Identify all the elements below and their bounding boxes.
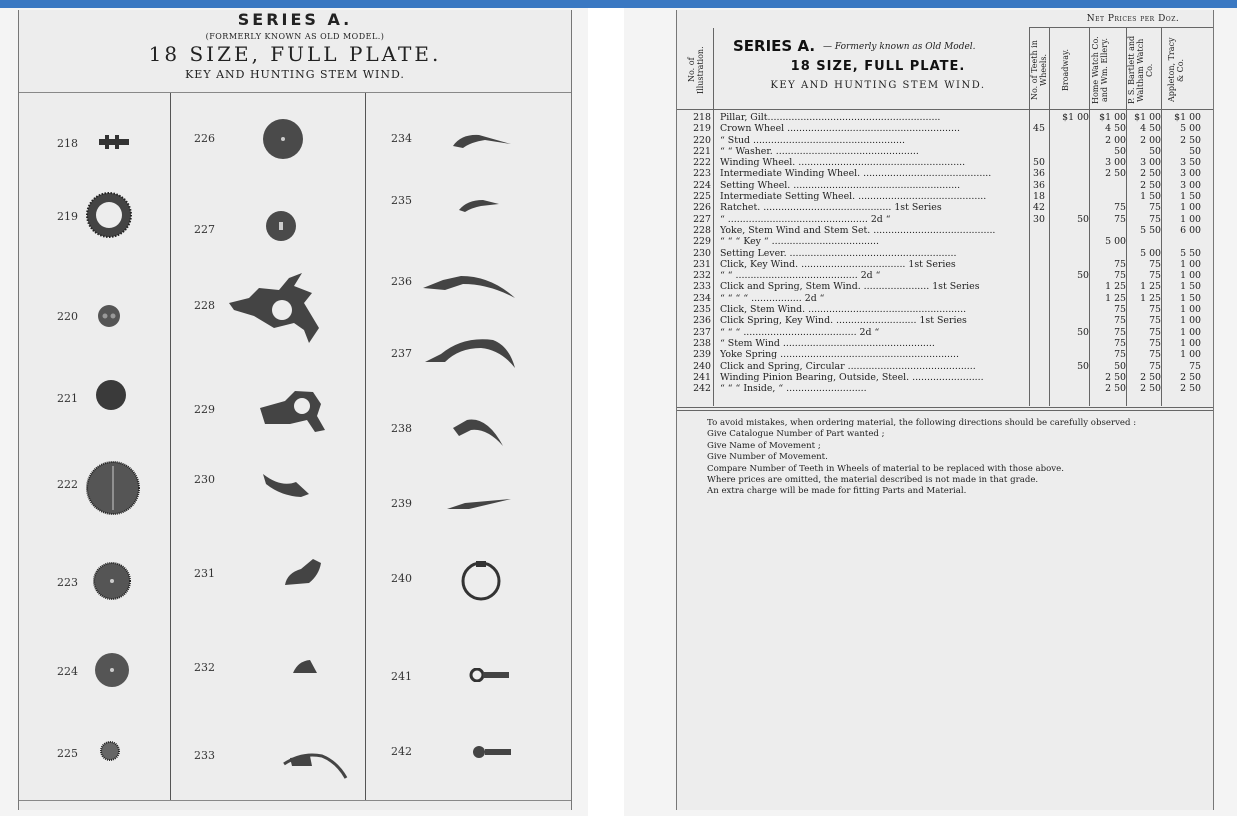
table-row bbox=[677, 123, 1213, 134]
row-number: 224 bbox=[693, 179, 711, 191]
table-row bbox=[677, 281, 1213, 292]
table-bottom-rule bbox=[677, 410, 1213, 411]
row-price-appleton: 50 bbox=[1189, 145, 1201, 157]
row-part-name: Winding Wheel. ........................................................ bbox=[720, 157, 966, 169]
row-price-appleton: 1 00 bbox=[1180, 270, 1201, 282]
part-number-label: 238 bbox=[391, 422, 412, 435]
part-number-label: 226 bbox=[194, 132, 215, 145]
table-row bbox=[677, 146, 1213, 157]
row-teeth: 45 bbox=[1033, 123, 1045, 135]
page-gutter bbox=[588, 8, 624, 816]
row-part-name: “ “ “ “ ................. 2d “ bbox=[720, 292, 825, 304]
row-price-broadway: 50 bbox=[1077, 270, 1089, 282]
column-divider bbox=[365, 93, 366, 800]
row-part-name: Intermediate Setting Wheel. ........................................... bbox=[720, 191, 987, 203]
row-price-broadway: 50 bbox=[1077, 360, 1089, 372]
row-part-name: “ Stud ................................................... bbox=[720, 134, 905, 146]
row-price-appleton: 1 00 bbox=[1180, 258, 1201, 270]
directions-line: To avoid mistakes, when ordering material, the following directions should be carefully observed : bbox=[707, 418, 1137, 428]
row-price-home: $1 00 bbox=[1099, 112, 1126, 123]
wheel-part-image bbox=[93, 562, 131, 600]
row-part-name: Click and Spring, Circular ........................................... bbox=[720, 360, 976, 372]
click-spring-image bbox=[421, 266, 517, 302]
illustration-column-header: No. of Illustration. bbox=[687, 46, 705, 94]
net-prices-header: Net Prices per Doz. bbox=[1086, 14, 1180, 24]
row-part-name: Pillar, Gilt.......................................................... bbox=[720, 112, 941, 123]
row-number: 219 bbox=[693, 123, 711, 135]
row-part-name: Setting Wheel. ........................................................ bbox=[720, 179, 961, 191]
row-part-name: Intermediate Winding Wheel. ........................................... bbox=[720, 168, 992, 180]
right-formerly-note: — Formerly known as Old Model. bbox=[823, 42, 976, 52]
row-part-name: Setting Lever. ........................................................ bbox=[720, 247, 957, 259]
row-price-bartlett: 2 50 bbox=[1140, 383, 1161, 395]
directions-line: Give Number of Movement. bbox=[707, 452, 828, 463]
appleton-column-header: Appleton, Tracy & Co. bbox=[1167, 37, 1185, 103]
row-price-appleton: 3 50 bbox=[1180, 157, 1201, 169]
table-row bbox=[677, 157, 1213, 168]
broadway-column-header: Broadway. bbox=[1061, 48, 1070, 92]
column-divider bbox=[170, 93, 171, 800]
part-number-label: 234 bbox=[391, 132, 412, 145]
table-row bbox=[677, 372, 1213, 383]
row-price-bartlett: $1 00 bbox=[1134, 112, 1161, 123]
row-price-appleton: 5 50 bbox=[1180, 247, 1201, 259]
row-price-home: 75 bbox=[1114, 202, 1126, 214]
table-row bbox=[677, 304, 1213, 315]
row-part-name: Winding Pinion Bearing, Outside, Steel. ........................ bbox=[720, 371, 984, 383]
row-number: 232 bbox=[693, 270, 711, 282]
part-number-label: 232 bbox=[194, 661, 215, 674]
row-price-appleton: 3 00 bbox=[1180, 168, 1201, 180]
row-price-appleton: 75 bbox=[1189, 360, 1201, 372]
row-number: 222 bbox=[693, 157, 711, 169]
row-price-bartlett: 75 bbox=[1149, 258, 1161, 270]
table-row bbox=[677, 315, 1213, 326]
row-price-home: 4 50 bbox=[1105, 123, 1126, 135]
row-number: 229 bbox=[693, 236, 711, 248]
row-price-home: 50 bbox=[1114, 360, 1126, 372]
table-row bbox=[677, 259, 1213, 270]
row-price-bartlett: 75 bbox=[1149, 337, 1161, 349]
row-price-home: 2 00 bbox=[1105, 134, 1126, 146]
row-number: 221 bbox=[693, 145, 711, 157]
part-number-label: 242 bbox=[391, 745, 412, 758]
right-page bbox=[676, 10, 1214, 810]
row-price-home: 75 bbox=[1114, 213, 1126, 225]
row-price-bartlett: 75 bbox=[1149, 202, 1161, 214]
left-wind-subtitle: KEY AND HUNTING STEM WIND. bbox=[185, 68, 405, 81]
row-price-home: 3 00 bbox=[1105, 157, 1126, 169]
row-price-home: 5 00 bbox=[1105, 236, 1126, 248]
click-spring-image bbox=[282, 744, 348, 780]
yoke-spring-image bbox=[445, 495, 513, 515]
row-number: 218 bbox=[693, 112, 711, 123]
row-price-bartlett: 75 bbox=[1149, 360, 1161, 372]
row-teeth: 36 bbox=[1033, 168, 1045, 180]
row-part-name: “ “ ......................................... 2d “ bbox=[720, 270, 881, 282]
row-teeth: 50 bbox=[1033, 157, 1045, 169]
setting-lever-image bbox=[245, 386, 325, 436]
row-price-appleton: 1 00 bbox=[1180, 349, 1201, 361]
row-number: 233 bbox=[693, 281, 711, 293]
part-number-label: 225 bbox=[57, 747, 78, 760]
row-price-bartlett: 1 25 bbox=[1140, 292, 1161, 304]
row-number: 223 bbox=[693, 168, 711, 180]
click-part-image bbox=[290, 657, 320, 677]
row-price-bartlett: 75 bbox=[1149, 326, 1161, 338]
row-part-name: Yoke, Stem Wind and Stem Set. ......................................... bbox=[720, 224, 996, 236]
directions-line: An extra charge will be made for fitting Parts and Material. bbox=[707, 486, 967, 497]
row-price-appleton: 1 00 bbox=[1180, 213, 1201, 225]
row-part-name: Ratchet. ........................................... 1st Series bbox=[720, 202, 942, 214]
directions-line: Compare Number of Teeth in Wheels of material to be replaced with those above. bbox=[707, 463, 1064, 474]
table-row bbox=[677, 225, 1213, 236]
row-price-home: 75 bbox=[1114, 258, 1126, 270]
right-wind-subtitle: KEY AND HUNTING STEM WIND. bbox=[770, 80, 986, 91]
row-part-name: Crown Wheel .......................................................... bbox=[720, 123, 960, 135]
table-row bbox=[677, 349, 1213, 360]
part-number-label: 230 bbox=[194, 473, 215, 486]
part-number-label: 224 bbox=[57, 665, 78, 678]
table-row bbox=[677, 180, 1213, 191]
row-price-home: 75 bbox=[1114, 337, 1126, 349]
click-spring-image bbox=[423, 330, 517, 372]
header-rule bbox=[1029, 27, 1213, 28]
left-page bbox=[18, 10, 572, 810]
row-price-appleton: 1 00 bbox=[1180, 304, 1201, 316]
table-header-rule bbox=[677, 109, 1213, 110]
bartlett-column-header: P. S. Bartlett and Waltham Watch Co. bbox=[1127, 35, 1154, 105]
click-part-image bbox=[261, 468, 311, 498]
part-number-label: 231 bbox=[194, 567, 215, 580]
row-number: 235 bbox=[693, 304, 711, 316]
row-teeth: 36 bbox=[1033, 179, 1045, 191]
pinion-bearing-image bbox=[469, 668, 511, 682]
table-row bbox=[677, 112, 1213, 123]
table-row bbox=[677, 383, 1213, 394]
part-number-label: 236 bbox=[391, 275, 412, 288]
row-number: 227 bbox=[693, 213, 711, 225]
row-price-appleton: 2 50 bbox=[1180, 371, 1201, 383]
row-price-home: 75 bbox=[1114, 326, 1126, 338]
row-price-bartlett: 75 bbox=[1149, 304, 1161, 316]
row-price-bartlett: 5 00 bbox=[1140, 247, 1161, 259]
part-number-label: 221 bbox=[57, 392, 78, 405]
row-price-bartlett: 2 50 bbox=[1140, 371, 1161, 383]
click-spring-image bbox=[451, 410, 507, 450]
row-price-home: 1 25 bbox=[1105, 292, 1126, 304]
table-row bbox=[677, 293, 1213, 304]
part-number-label: 237 bbox=[391, 347, 412, 360]
part-number-label: 228 bbox=[194, 299, 215, 312]
row-teeth: 18 bbox=[1033, 191, 1045, 203]
row-price-bartlett: 2 50 bbox=[1140, 168, 1161, 180]
row-number: 242 bbox=[693, 383, 711, 395]
pinion-part-image bbox=[100, 741, 120, 761]
row-number: 239 bbox=[693, 349, 711, 361]
stud-part-image bbox=[97, 134, 131, 150]
yoke-part-image bbox=[224, 268, 324, 348]
ratchet-image bbox=[262, 118, 304, 160]
directions-line: Give Catalogue Number of Part wanted ; bbox=[707, 429, 885, 440]
table-row bbox=[677, 236, 1213, 247]
part-number-label: 227 bbox=[194, 223, 215, 236]
viewer-top-bar bbox=[0, 0, 1237, 8]
row-part-name: Yoke Spring ............................................................ bbox=[720, 349, 959, 361]
ordering-directions bbox=[707, 418, 1187, 498]
table-row bbox=[677, 135, 1213, 146]
row-part-name: Click, Stem Wind. ..................................................... bbox=[720, 304, 967, 316]
row-price-home: 75 bbox=[1114, 270, 1126, 282]
row-price-bartlett: 5 50 bbox=[1140, 224, 1161, 236]
row-price-home: 75 bbox=[1114, 315, 1126, 327]
row-part-name: Click, Key Wind. ................................... 1st Series bbox=[720, 258, 956, 270]
ratchet-image bbox=[265, 210, 297, 242]
home-watch-column-header: Home Watch Co. and Wm. Ellery. bbox=[1091, 36, 1109, 104]
wheel-part-image bbox=[94, 652, 130, 688]
row-teeth: 30 bbox=[1033, 213, 1045, 225]
row-price-appleton: 2 50 bbox=[1180, 383, 1201, 395]
row-part-name: “ “ “ ...................................... 2d “ bbox=[720, 326, 880, 338]
row-price-home: 2 50 bbox=[1105, 168, 1126, 180]
row-price-appleton: 5 00 bbox=[1180, 123, 1201, 135]
winding-wheel-image bbox=[86, 461, 140, 515]
row-price-bartlett: 4 50 bbox=[1140, 123, 1161, 135]
wheel-part-image bbox=[95, 379, 127, 411]
row-number: 236 bbox=[693, 315, 711, 327]
part-number-label: 233 bbox=[194, 749, 215, 762]
row-number: 230 bbox=[693, 247, 711, 259]
pinion-bearing-image bbox=[471, 744, 513, 760]
row-price-appleton: 1 50 bbox=[1180, 191, 1201, 203]
row-number: 220 bbox=[693, 134, 711, 146]
table-row bbox=[677, 191, 1213, 202]
row-price-home: 2 50 bbox=[1105, 383, 1126, 395]
row-price-home: 75 bbox=[1114, 349, 1126, 361]
row-part-name: “ Stem Wind ................................................... bbox=[720, 337, 935, 349]
price-table-rows bbox=[677, 112, 1213, 394]
row-price-broadway: 50 bbox=[1077, 213, 1089, 225]
row-part-name: “ “ “ Inside, “ ........................... bbox=[720, 383, 867, 395]
row-price-bartlett: 2 50 bbox=[1140, 179, 1161, 191]
row-price-appleton: 1 50 bbox=[1180, 292, 1201, 304]
row-price-appleton: 1 00 bbox=[1180, 337, 1201, 349]
table-row bbox=[677, 168, 1213, 179]
part-number-label: 240 bbox=[391, 572, 412, 585]
part-number-label: 235 bbox=[391, 194, 412, 207]
row-price-appleton: 6 00 bbox=[1180, 224, 1201, 236]
row-part-name: “ “ “ Key “ .................................... bbox=[720, 236, 879, 248]
directions-line: Give Name of Movement ; bbox=[707, 440, 821, 451]
left-size-title: 18 SIZE, FULL PLATE. bbox=[148, 42, 442, 66]
row-price-appleton: 1 00 bbox=[1180, 326, 1201, 338]
row-price-bartlett: 50 bbox=[1149, 145, 1161, 157]
row-price-appleton: 3 00 bbox=[1180, 179, 1201, 191]
row-price-bartlett: 1 25 bbox=[1140, 281, 1161, 293]
row-price-broadway: 50 bbox=[1077, 326, 1089, 338]
row-price-bartlett: 75 bbox=[1149, 349, 1161, 361]
row-number: 234 bbox=[693, 292, 711, 304]
click-part-image bbox=[281, 557, 327, 589]
table-row bbox=[677, 270, 1213, 281]
row-price-appleton: 1 50 bbox=[1180, 281, 1201, 293]
row-price-home: 1 25 bbox=[1105, 281, 1126, 293]
row-price-bartlett: 75 bbox=[1149, 270, 1161, 282]
directions-line: Where prices are omitted, the material described is not made in that grade. bbox=[707, 475, 1039, 486]
table-row bbox=[677, 214, 1213, 225]
part-number-label: 222 bbox=[57, 478, 78, 491]
footer-rule bbox=[19, 800, 571, 801]
table-bottom-rule bbox=[677, 407, 1213, 408]
table-row bbox=[677, 338, 1213, 349]
row-number: 238 bbox=[693, 337, 711, 349]
row-price-appleton: 2 50 bbox=[1180, 134, 1201, 146]
row-price-home: 2 50 bbox=[1105, 371, 1126, 383]
teeth-column-header: No. of Teeth in Wheels. bbox=[1030, 40, 1048, 100]
left-series-title: SERIES A. bbox=[237, 10, 353, 29]
part-number-label: 241 bbox=[391, 670, 412, 683]
row-price-home: 50 bbox=[1114, 145, 1126, 157]
row-part-name: “ “ Washer. ................................................ bbox=[720, 145, 919, 157]
part-number-label: 239 bbox=[391, 497, 412, 510]
header-rule bbox=[19, 92, 571, 93]
table-row bbox=[677, 202, 1213, 213]
click-part-image bbox=[451, 130, 513, 150]
row-price-bartlett: 1 50 bbox=[1140, 191, 1161, 203]
row-number: 225 bbox=[693, 191, 711, 203]
row-price-appleton: 1 00 bbox=[1180, 315, 1201, 327]
part-number-label: 219 bbox=[57, 210, 78, 223]
part-number-label: 220 bbox=[57, 310, 78, 323]
row-number: 231 bbox=[693, 258, 711, 270]
table-row bbox=[677, 327, 1213, 338]
right-size-title: 18 SIZE, FULL PLATE. bbox=[790, 59, 966, 74]
table-row bbox=[677, 361, 1213, 372]
row-price-bartlett: 2 00 bbox=[1140, 134, 1161, 146]
row-part-name: Click Spring, Key Wind. ........................... 1st Series bbox=[720, 315, 967, 327]
circular-spring-image bbox=[458, 558, 504, 604]
right-series-title: SERIES A. bbox=[733, 37, 816, 55]
part-number-label: 218 bbox=[57, 137, 78, 150]
row-price-appleton: $1 00 bbox=[1174, 112, 1201, 123]
part-number-label: 229 bbox=[194, 403, 215, 416]
table-row bbox=[677, 248, 1213, 259]
row-number: 241 bbox=[693, 371, 711, 383]
row-price-appleton: 1 00 bbox=[1180, 202, 1201, 214]
row-teeth: 42 bbox=[1033, 202, 1045, 214]
crown-wheel-image bbox=[85, 191, 133, 239]
row-part-name: Click and Spring, Stem Wind. ...................... 1st Series bbox=[720, 281, 980, 293]
row-number: 240 bbox=[693, 360, 711, 372]
row-price-bartlett: 75 bbox=[1149, 315, 1161, 327]
row-price-bartlett: 75 bbox=[1149, 213, 1161, 225]
click-part-image bbox=[457, 196, 501, 214]
row-number: 237 bbox=[693, 326, 711, 338]
row-price-home: 75 bbox=[1114, 304, 1126, 316]
left-formerly-note: (FORMERLY KNOWN AS OLD MODEL.) bbox=[205, 32, 385, 41]
row-price-bartlett: 3 00 bbox=[1140, 157, 1161, 169]
row-number: 228 bbox=[693, 224, 711, 236]
row-number: 226 bbox=[693, 202, 711, 214]
row-price-broadway: $1 00 bbox=[1062, 112, 1089, 123]
row-part-name: “ ............................................... 2d “ bbox=[720, 213, 891, 225]
washer-part-image bbox=[96, 303, 122, 329]
part-number-label: 223 bbox=[57, 576, 78, 589]
